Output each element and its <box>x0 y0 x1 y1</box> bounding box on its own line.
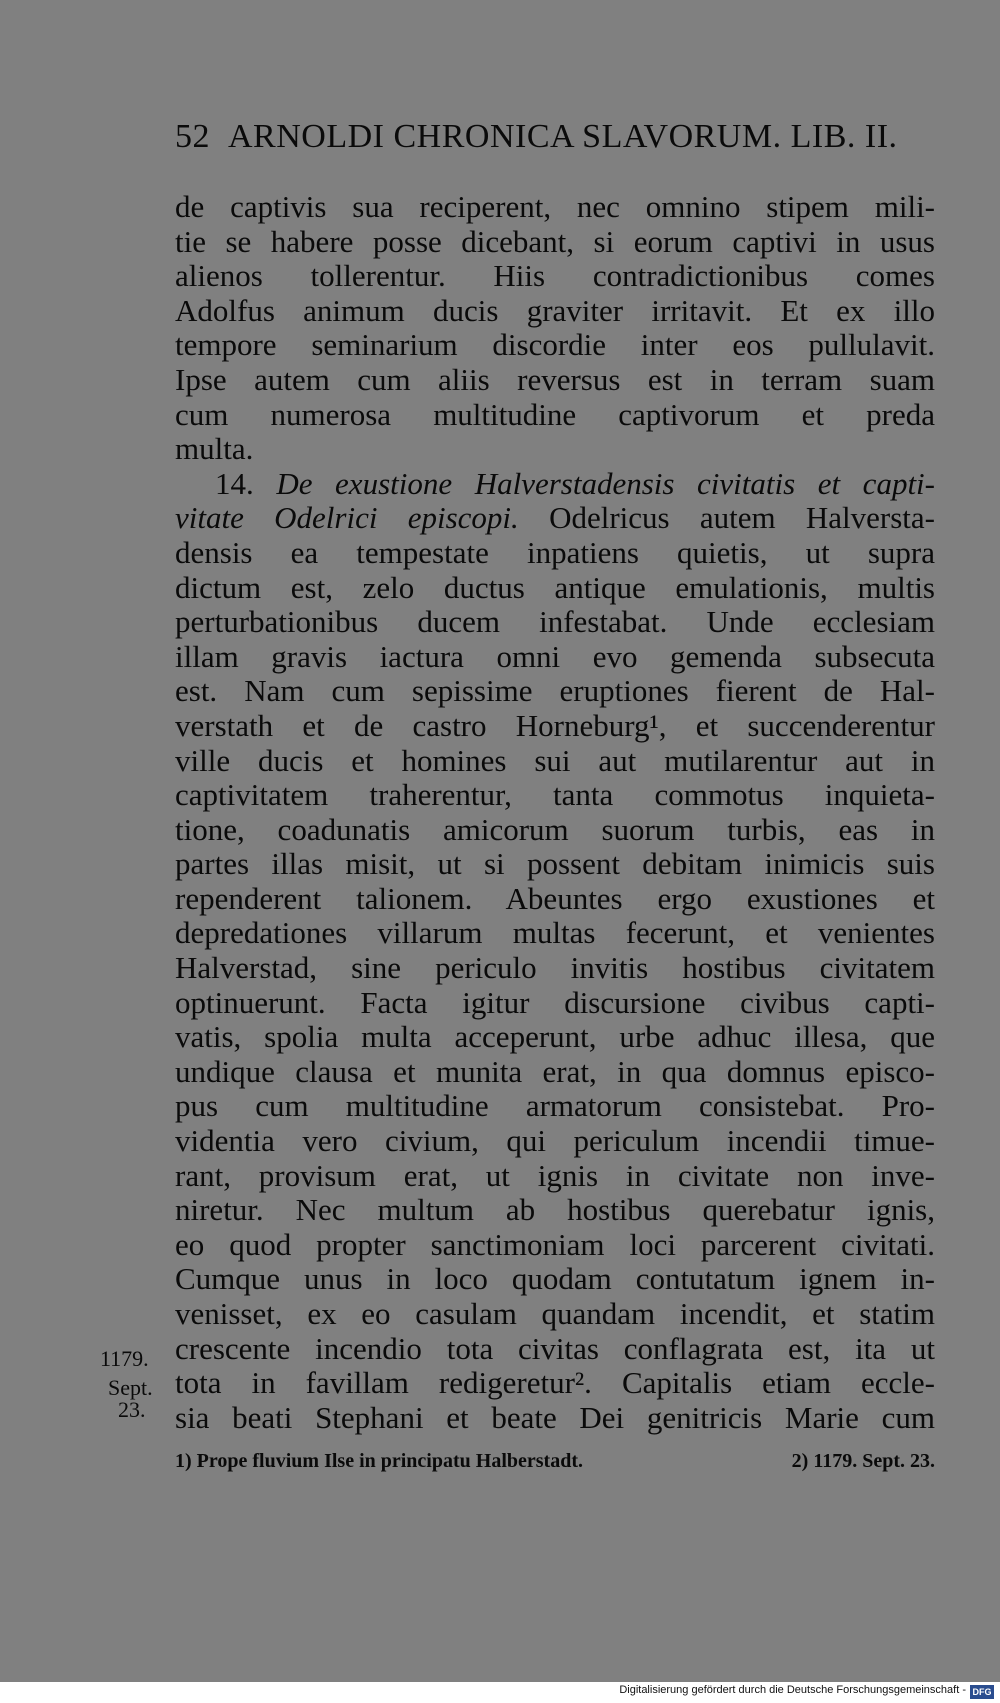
text-line <box>175 882 935 917</box>
text-line <box>175 674 935 709</box>
body-text <box>175 190 935 1435</box>
line-text: ville ducis et homines sui aut mutilarentur aut in <box>175 742 935 778</box>
page-number: 52 <box>175 118 210 155</box>
text-line <box>175 225 935 260</box>
chapter-heading: De exustione Halverstadensis civitatis et capti- <box>276 465 935 501</box>
line-text: undique clausa et munita erat, in qua domnus episco- <box>175 1053 935 1089</box>
line-text: niretur. Nec multum ab hostibus querebatur ignis, <box>175 1192 935 1228</box>
line-text: vatis, spolia multa acceperunt, urbe adhuc illesa, que <box>175 1019 935 1055</box>
text-line <box>175 605 935 640</box>
line-text: crescente incendio tota civitas conflagrata est, ita ut <box>175 1330 935 1366</box>
line-text: Odelricus autem Halversta- <box>549 500 935 536</box>
line-text: pus cum multitudine armatorum consistebat. Pro- <box>175 1088 935 1124</box>
text-line <box>175 1228 935 1263</box>
footnotes <box>175 1450 935 1473</box>
text-line <box>175 294 935 329</box>
line-text: alienos tollerentur. Hiis contradictionibus comes <box>175 258 935 294</box>
line-text: videntia vero civium, qui periculum incendii timue- <box>175 1123 935 1159</box>
line-text: captivitatem traherentur, tanta commotus inquieta- <box>175 777 935 813</box>
line-text: rependerent talionem. Abeuntes ergo exustiones et <box>175 880 935 916</box>
chapter-number: 14. <box>215 465 254 501</box>
line-text: tione, coadunatis amicorum suorum turbis, eas in <box>175 811 935 847</box>
text-line <box>175 501 935 536</box>
line-text: partes illas misit, ut si possent debitam inimicis suis <box>175 846 935 882</box>
text-line <box>175 1262 935 1297</box>
text-line <box>175 916 935 951</box>
footnote-1: 1) Prope fluvium Ilse in principatu Halberstadt. <box>175 1450 583 1472</box>
text-line <box>175 467 935 502</box>
line-text: illam gravis iactura omni evo gemenda subsecuta <box>175 638 935 674</box>
line-text: Ipse autem cum aliis reversus est in terram suam <box>175 361 935 397</box>
line-text: depredationes villarum multas fecerunt, et venientes <box>175 915 935 951</box>
text-line <box>175 1089 935 1124</box>
text-line <box>175 813 935 848</box>
text-line <box>175 328 935 363</box>
line-text: multa. <box>175 431 254 467</box>
margin-note-year: 1179. <box>100 1346 149 1371</box>
dfg-logo: DFG <box>970 1685 994 1699</box>
text-line <box>175 1297 935 1332</box>
text-line <box>175 1332 935 1367</box>
text-line <box>175 571 935 606</box>
margin-note-month: Sept. <box>108 1375 153 1400</box>
text-line <box>175 1020 935 1055</box>
line-text: rant, provisum erat, ut ignis in civitate non inve- <box>175 1157 935 1193</box>
line-text: perturbationibus ducem infestabat. Unde ecclesiam <box>175 604 935 640</box>
margin-note-day: 23. <box>118 1397 146 1422</box>
footnote-2: 2) 1179. Sept. 23. <box>791 1450 935 1472</box>
text-line <box>175 1366 935 1401</box>
text-line <box>175 951 935 986</box>
text-line <box>175 744 935 779</box>
footer-bar <box>0 1682 1000 1703</box>
line-text: verstath et de castro Horneburg¹, et succenderentur <box>175 707 935 743</box>
text-line <box>175 778 935 813</box>
text-line <box>175 1055 935 1090</box>
text-line <box>175 1159 935 1194</box>
text-line <box>175 709 935 744</box>
line-text: venisset, ex eo casulam quandam incendit, et statim <box>175 1296 935 1331</box>
text-line <box>175 363 935 398</box>
text-line <box>175 1193 935 1228</box>
chapter-heading: vitate Odelrici episcopi. <box>175 500 519 536</box>
line-text: dictum est, zelo ductus antique emulationis, multis <box>175 569 935 605</box>
line-text: Halverstad, sine periculo invitis hostibus civitatem <box>175 950 935 986</box>
line-text: Cumque unus in loco quodam contutatum ignem in- <box>175 1261 935 1297</box>
line-text: tota in favillam redigeretur². Capitalis etiam eccle- <box>175 1365 935 1401</box>
running-title: ARNOLDI CHRONICA SLAVORUM. LIB. II. <box>228 118 898 155</box>
line-text: Adolfus animum ducis graviter irritavit. Et ex illo <box>175 292 935 328</box>
line-text: sia beati Stephani et beate Dei genitricis Marie cum <box>175 1399 935 1435</box>
text-line <box>175 432 935 467</box>
running-header <box>175 118 935 156</box>
line-text: eo quod propter sanctimoniam loci parcerent civitati. <box>175 1226 935 1262</box>
text-line <box>175 1401 935 1436</box>
line-text: tempore seminarium discordie inter eos pullulavit. <box>175 327 935 363</box>
text-line <box>175 847 935 882</box>
line-text: cum numerosa multitudine captivorum et preda <box>175 396 935 432</box>
line-text: tie se habere posse dicebant, si eorum captivi in usus <box>175 223 935 259</box>
text-line <box>175 398 935 433</box>
line-text: est. Nam cum sepissime eruptiones fierent de Hal- <box>175 673 935 709</box>
text-line <box>175 536 935 571</box>
line-text: de captivis sua reciperent, nec omnino stipem mili- <box>175 189 935 224</box>
digitization-credit: Digitalisierung gefördert durch die Deutsche Forschungsgemeinschaft - <box>619 1684 966 1696</box>
text-line <box>175 190 935 225</box>
text-line <box>175 1124 935 1159</box>
text-line <box>175 640 935 675</box>
text-line <box>175 986 935 1021</box>
line-text: optinuerunt. Facta igitur discursione civibus capti- <box>175 984 935 1020</box>
line-text: densis ea tempestate inpatiens quietis, ut supra <box>175 534 935 570</box>
text-line <box>175 259 935 294</box>
